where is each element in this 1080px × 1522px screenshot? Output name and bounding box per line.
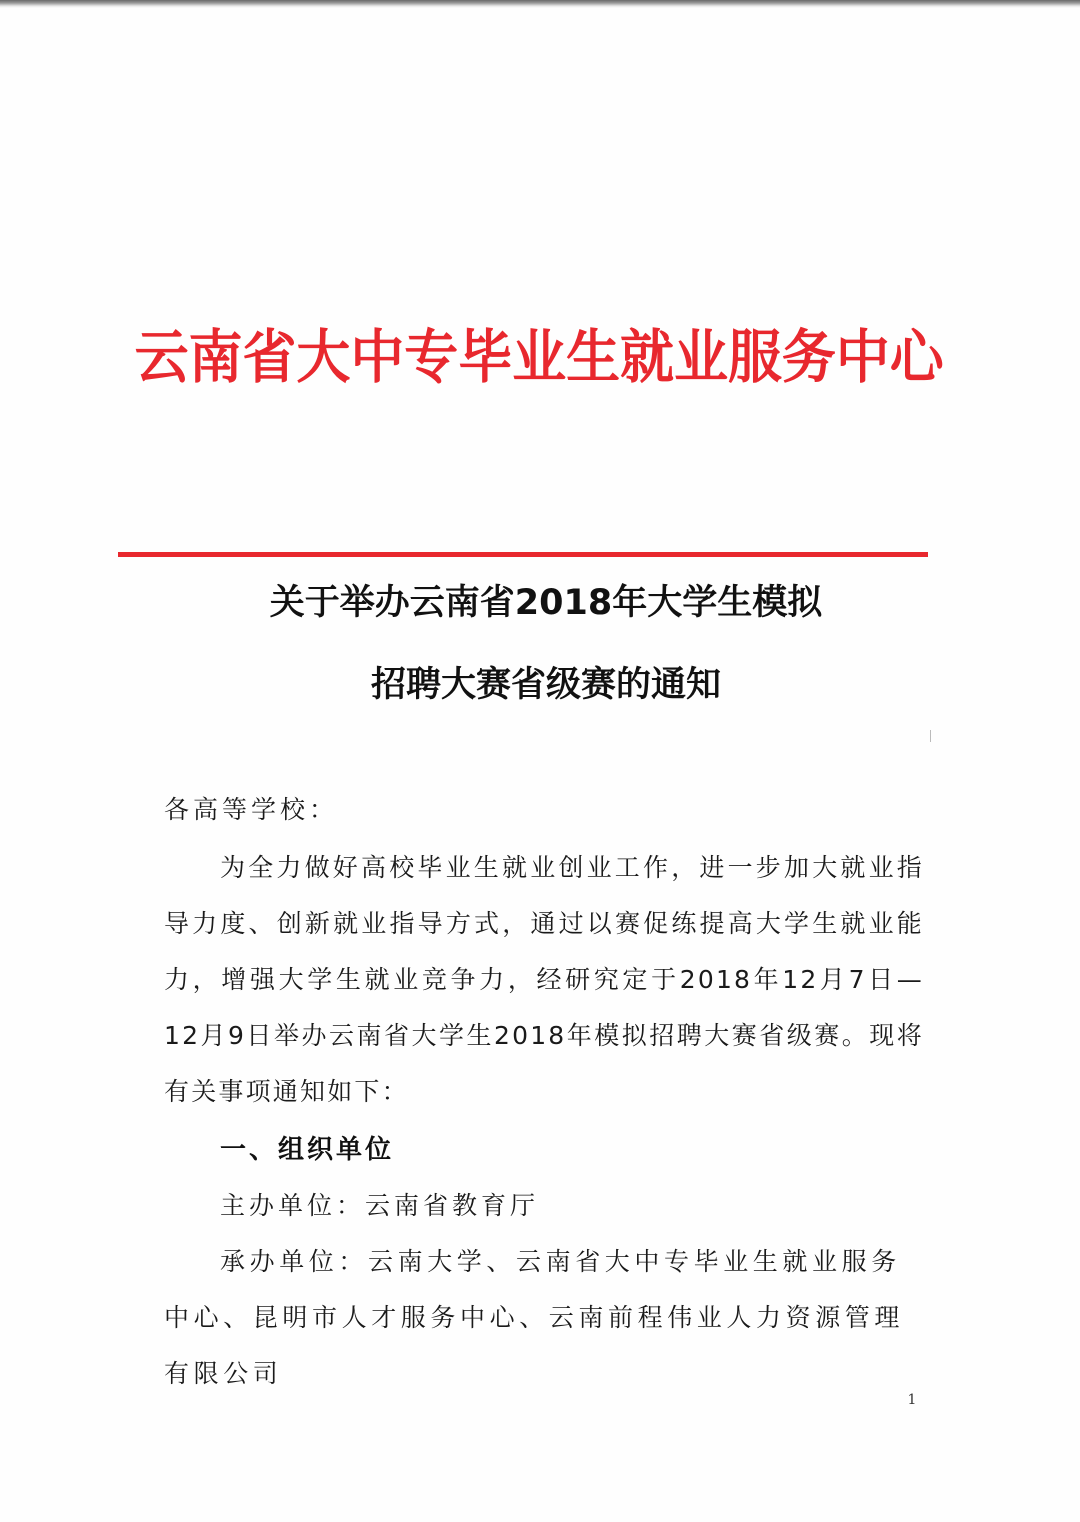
host-unit-line: 主办单位：云南省教育厅 [220,1191,540,1220]
red-separator-rule [118,552,928,557]
scan-artifact-mark [930,730,931,742]
issuing-organization-header: 云南省大中专毕业生就业服务中心 [134,323,944,391]
organizer-units-paragraph: 承办单位：云南大学、云南省大中专毕业生就业服务中心、昆明市人才服务中心、云南前程伟业人力资源管理有限公司 [164,1247,905,1388]
document-title-line-1: 关于举办云南省2018年大学生模拟 [269,583,823,623]
section-heading-organizers: 一、组织单位 [220,1135,395,1165]
document-title-line-2: 招聘大赛省级赛的通知 [370,665,721,705]
page-number: 1 [907,1392,917,1408]
salutation: 各高等学校： [164,795,339,824]
intro-paragraph: 为全力做好高校毕业生就业创业工作，进一步加大就业指导力度、创新就业指导方式，通过以赛促练提高大学生就业能力，增强大学生就业竞争力，经研究定于2018年12月7日—12月9日举办云南省大学生2018年模拟招聘大赛省级赛。现将有关事项通知如下： [164,853,924,1106]
scan-top-edge [0,0,1080,8]
